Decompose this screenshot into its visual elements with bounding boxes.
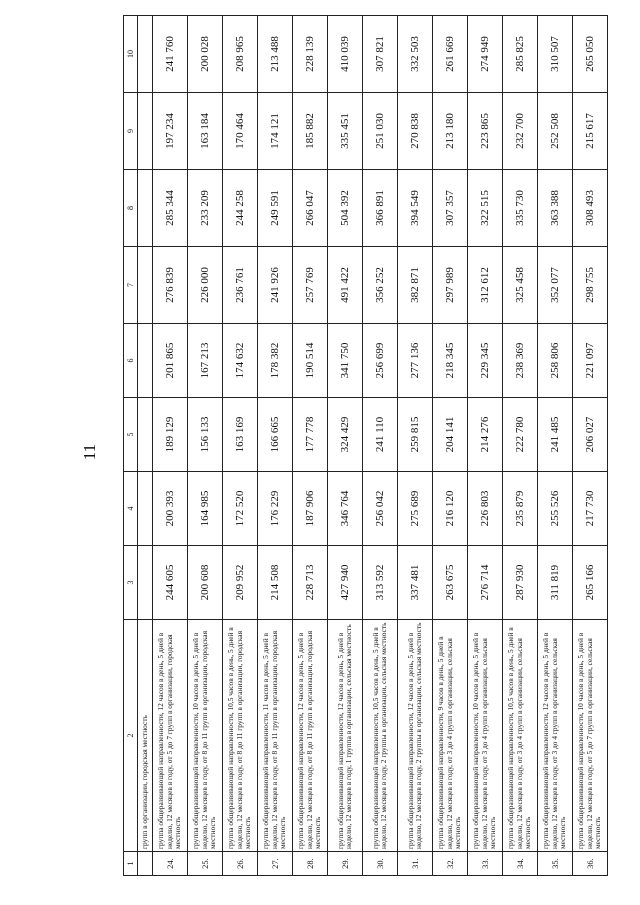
value-cell: 297 989 — [433, 247, 468, 324]
value-cell: 276 714 — [468, 546, 503, 620]
value-cell: 178 382 — [258, 324, 293, 398]
column-header: 6 — [124, 324, 138, 398]
value-cell: 176 229 — [258, 472, 293, 546]
rotated-table-container — [123, 16, 603, 876]
value-cell: 265 050 — [573, 16, 608, 93]
column-header: 2 — [124, 620, 138, 852]
table-row — [258, 16, 293, 876]
value-cell: 226 000 — [188, 247, 223, 324]
value-cell: 241 926 — [258, 247, 293, 324]
value-cell: 163 184 — [188, 93, 223, 170]
value-cell: 213 488 — [258, 16, 293, 93]
value-cell: 308 493 — [573, 170, 608, 247]
column-header: 3 — [124, 546, 138, 620]
value-cell: 166 665 — [258, 398, 293, 472]
value-cell: 335 730 — [503, 170, 538, 247]
value-cell: 337 481 — [398, 546, 433, 620]
value-cell: 172 520 — [223, 472, 258, 546]
value-cell: 307 357 — [433, 170, 468, 247]
table-row — [433, 16, 468, 876]
value-cell: 274 949 — [468, 16, 503, 93]
value-cell: 164 985 — [188, 472, 223, 546]
value-cell: 275 689 — [398, 472, 433, 546]
value-cell: 214 508 — [258, 546, 293, 620]
row-number: 24. — [153, 852, 188, 876]
value-cell: 214 276 — [468, 398, 503, 472]
cost-table — [123, 15, 608, 876]
value-cell: 263 675 — [433, 546, 468, 620]
value-cell: 174 121 — [258, 93, 293, 170]
value-cell: 200 608 — [188, 546, 223, 620]
value-cell: 255 526 — [538, 472, 573, 546]
value-cell: 258 806 — [538, 324, 573, 398]
value-cell: 312 612 — [468, 247, 503, 324]
row-description: группа общеразвивающей направленности, 12 часов в день, 5 дней в неделю, 12 месяцев в году, 2 группы в организации, сельская местность — [398, 620, 433, 852]
table-cell — [138, 472, 153, 546]
table-cell — [138, 170, 153, 247]
table-cell — [138, 398, 153, 472]
value-cell: 256 042 — [363, 472, 398, 546]
value-cell: 252 508 — [538, 93, 573, 170]
row-number: 27. — [258, 852, 293, 876]
table-cell — [138, 93, 153, 170]
value-cell: 324 429 — [328, 398, 363, 472]
value-cell: 190 514 — [293, 324, 328, 398]
value-cell: 363 388 — [538, 170, 573, 247]
row-description: группа общеразвивающей направленности, 12 часов в день, 5 дней в неделю, 12 месяцев в году, от 5 до 7 групп в организации, городская местность — [153, 620, 188, 852]
value-cell: 382 871 — [398, 247, 433, 324]
value-cell: 298 755 — [573, 247, 608, 324]
value-cell: 222 780 — [503, 398, 538, 472]
value-cell: 209 952 — [223, 546, 258, 620]
value-cell: 174 632 — [223, 324, 258, 398]
row-number: 30. — [363, 852, 398, 876]
value-cell: 356 252 — [363, 247, 398, 324]
value-cell: 241 760 — [153, 16, 188, 93]
value-cell: 322 515 — [468, 170, 503, 247]
value-cell: 310 507 — [538, 16, 573, 93]
row-number: 29. — [328, 852, 363, 876]
value-cell: 257 769 — [293, 247, 328, 324]
value-cell: 287 930 — [503, 546, 538, 620]
value-cell: 187 906 — [293, 472, 328, 546]
row-description: группа общеразвивающей направленности, 9 часов в день, 5 дней в неделю, 12 месяцев в году, от 3 до 4 групп в организации, сельская местность — [433, 620, 468, 852]
value-cell: 170 464 — [223, 93, 258, 170]
value-cell: 238 369 — [503, 324, 538, 398]
value-cell: 427 940 — [328, 546, 363, 620]
table-row — [188, 16, 223, 876]
value-cell: 232 700 — [503, 93, 538, 170]
value-cell: 259 815 — [398, 398, 433, 472]
value-cell: 167 213 — [188, 324, 223, 398]
value-cell: 504 392 — [328, 170, 363, 247]
value-cell: 226 803 — [468, 472, 503, 546]
value-cell: 332 503 — [398, 16, 433, 93]
value-cell: 236 761 — [223, 247, 258, 324]
value-cell: 491 422 — [328, 247, 363, 324]
row-number: 35. — [538, 852, 573, 876]
value-cell: 285 344 — [153, 170, 188, 247]
value-cell: 208 965 — [223, 16, 258, 93]
column-header: 4 — [124, 472, 138, 546]
value-cell: 201 865 — [153, 324, 188, 398]
value-cell: 277 136 — [398, 324, 433, 398]
value-cell: 215 617 — [573, 93, 608, 170]
value-cell: 189 129 — [153, 398, 188, 472]
row-description: группа общеразвивающей направленности, 12 часов в день, 5 дней в неделю, 12 месяцев в году, 1 группа в организации, сельская местность — [328, 620, 363, 852]
row-description: группа общеразвивающей направленности, 10,5 часов в день, 5 дней в неделю, 12 месяцев в году, 2 группы в организации, сельская местность — [363, 620, 398, 852]
row-number: 33. — [468, 852, 503, 876]
value-cell: 366 891 — [363, 170, 398, 247]
row-description: группа общеразвивающей направленности, 10,5 часов в день, 5 дней в неделю, 12 месяцев в году, от 3 до 4 групп в организации, сельская местность — [503, 620, 538, 852]
value-cell: 185 882 — [293, 93, 328, 170]
row-number: 28. — [293, 852, 328, 876]
continuation-description: групп в организации, городская местность — [138, 620, 153, 852]
table-row — [223, 16, 258, 876]
value-cell: 256 699 — [363, 324, 398, 398]
value-cell: 204 141 — [433, 398, 468, 472]
value-cell: 311 819 — [538, 546, 573, 620]
value-cell: 217 730 — [573, 472, 608, 546]
value-cell: 335 451 — [328, 93, 363, 170]
table-row — [293, 16, 328, 876]
row-description: группа общеразвивающей направленности, 11 часов в день, 5 дней в неделю, 12 месяцев в году, от 8 до 11 групп в организации, городская местность — [258, 620, 293, 852]
table-row — [573, 16, 608, 876]
value-cell: 261 669 — [433, 16, 468, 93]
value-cell: 325 458 — [503, 247, 538, 324]
table-row — [503, 16, 538, 876]
table-cell — [138, 852, 153, 876]
value-cell: 352 077 — [538, 247, 573, 324]
value-cell: 213 180 — [433, 93, 468, 170]
row-number: 34. — [503, 852, 538, 876]
value-cell: 244 605 — [153, 546, 188, 620]
table-cell — [138, 546, 153, 620]
value-cell: 341 750 — [328, 324, 363, 398]
value-cell: 244 258 — [223, 170, 258, 247]
table-cell — [138, 16, 153, 93]
value-cell: 235 879 — [503, 472, 538, 546]
table-row — [328, 16, 363, 876]
value-cell: 285 825 — [503, 16, 538, 93]
column-header: 7 — [124, 247, 138, 324]
column-header: 10 — [124, 16, 138, 93]
value-cell: 200 393 — [153, 472, 188, 546]
value-cell: 156 133 — [188, 398, 223, 472]
value-cell: 346 764 — [328, 472, 363, 546]
value-cell: 228 713 — [293, 546, 328, 620]
value-cell: 241 110 — [363, 398, 398, 472]
value-cell: 200 028 — [188, 16, 223, 93]
row-number: 25. — [188, 852, 223, 876]
value-cell: 394 549 — [398, 170, 433, 247]
value-cell: 265 166 — [573, 546, 608, 620]
table-row — [538, 16, 573, 876]
value-cell: 206 027 — [573, 398, 608, 472]
row-description: группа общеразвивающей направленности, 12 часов в день, 5 дней в неделю, 12 месяцев в году, от 8 до 11 групп в организации, городская местность — [293, 620, 328, 852]
row-number: 32. — [433, 852, 468, 876]
value-cell: 276 839 — [153, 247, 188, 324]
value-cell: 229 345 — [468, 324, 503, 398]
value-cell: 307 821 — [363, 16, 398, 93]
table-row — [398, 16, 433, 876]
value-cell: 266 047 — [293, 170, 328, 247]
table-row — [363, 16, 398, 876]
row-number: 36. — [573, 852, 608, 876]
column-header: 1 — [124, 852, 138, 876]
value-cell: 270 838 — [398, 93, 433, 170]
value-cell: 241 485 — [538, 398, 573, 472]
column-header: 8 — [124, 170, 138, 247]
table-row — [468, 16, 503, 876]
row-number: 31. — [398, 852, 433, 876]
table-row — [153, 16, 188, 876]
value-cell: 218 345 — [433, 324, 468, 398]
column-header: 5 — [124, 398, 138, 472]
value-cell: 197 234 — [153, 93, 188, 170]
value-cell: 221 097 — [573, 324, 608, 398]
row-description: группа общеразвивающей направленности, 12 часов в день, 5 дней в неделю, 12 месяцев в году, от 3 до 4 групп в организации, сельская местность — [538, 620, 573, 852]
row-number: 26. — [223, 852, 258, 876]
value-cell: 233 209 — [188, 170, 223, 247]
value-cell: 177 778 — [293, 398, 328, 472]
row-description: группа общеразвивающей направленности, 10 часов в день, 5 дней в неделю, 12 месяцев в году, от 8 до 11 групп в организации, городская местность — [188, 620, 223, 852]
value-cell: 216 120 — [433, 472, 468, 546]
continuation-row — [138, 16, 153, 876]
header-row — [124, 16, 138, 876]
value-cell: 410 039 — [328, 16, 363, 93]
column-header: 9 — [124, 93, 138, 170]
value-cell: 313 592 — [363, 546, 398, 620]
value-cell: 223 865 — [468, 93, 503, 170]
page-number: 11 — [80, 443, 99, 461]
table-cell — [138, 324, 153, 398]
row-description: группа общеразвивающей направленности, 10 часов в день, 5 дней в неделю, 12 месяцев в году, от 3 до 4 групп в организации, сельская местность — [468, 620, 503, 852]
value-cell: 228 139 — [293, 16, 328, 93]
value-cell: 249 591 — [258, 170, 293, 247]
value-cell: 163 169 — [223, 398, 258, 472]
row-description: группа общеразвивающей направленности, 10,5 часов в день, 5 дней в неделю, 12 месяцев в году, от 8 до 11 групп в организации, городская местность — [223, 620, 258, 852]
row-description: группа общеразвивающей направленности, 10 часов в день, 5 дней в неделю, 12 месяцев в году, от 5 до 7 групп в организации, сельская местность — [573, 620, 608, 852]
value-cell: 251 030 — [363, 93, 398, 170]
table-cell — [138, 247, 153, 324]
